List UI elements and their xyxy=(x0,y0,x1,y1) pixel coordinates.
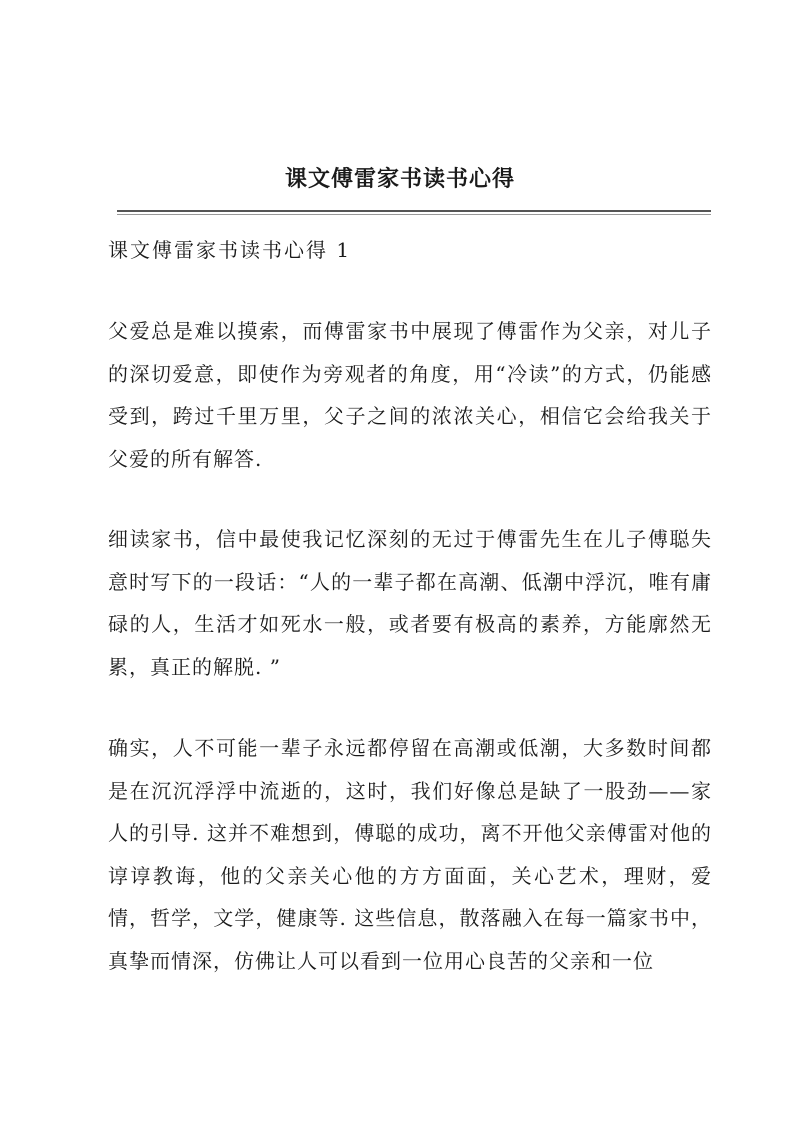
title-divider-thin xyxy=(117,214,711,215)
document-title: 课文傅雷家书读书心得 xyxy=(284,166,515,192)
section-heading: 课文傅雷家书读书心得 1 xyxy=(108,238,352,262)
paragraph-1: 父爱总是难以摸索，而傅雷家书中展现了傅雷作为父亲，对儿子的深切爱意，即使作为旁观者的角度，用“冷读”的方式，仍能感受到，跨过千里万里，父子之间的浓浓关心，相信它会给我关于父爱的所有解答. xyxy=(108,319,712,471)
paragraph-2: 细读家书，信中最使我记忆深刻的无过于傅雷先生在儿子傅聪失意时写下的一段话：“人的一辈子都在高潮、低潮中浮沉，唯有庸碌的人，生活才如死水一般，或者要有极高的素养，方能廓然无累，真正的解脱. ” xyxy=(108,527,712,679)
title-divider xyxy=(117,210,711,212)
paragraph-3: 确实，人不可能一辈子永远都停留在高潮或低潮，大多数时间都是在沉沉浮浮中流逝的，这时，我们好像总是缺了一股劲——家人的引导. 这并不难想到，傅聪的成功，离不开他父亲傅雷对他的谆谆教诲，他的父亲关心他的方方面面，关心艺术，理财，爱情，哲学，文学，健康等. 这些信息，散落融入在每一篇家书中，真挚而情深，仿佛让人可以看到一位用心良苦的父亲和一位 xyxy=(108,736,712,973)
